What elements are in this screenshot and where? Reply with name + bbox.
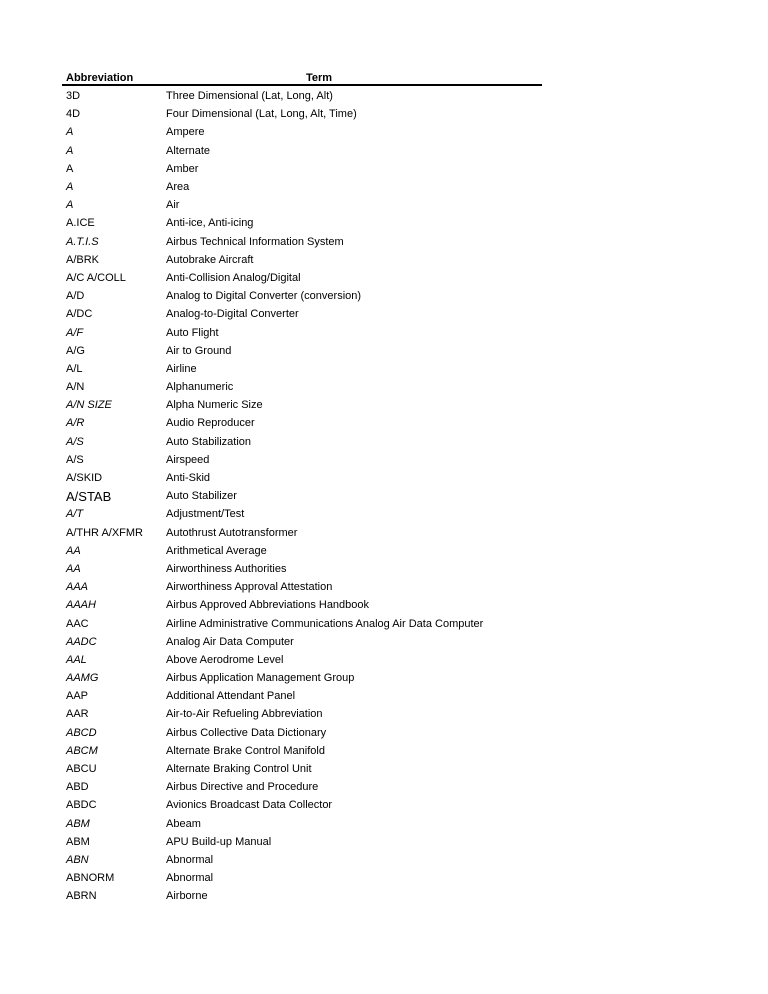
row-term: Abnormal bbox=[166, 853, 214, 866]
row-abbreviation: A/D bbox=[66, 290, 85, 303]
table-row bbox=[62, 323, 542, 341]
row-term: Abnormal bbox=[166, 872, 214, 885]
table-row bbox=[62, 505, 542, 523]
table-row bbox=[62, 524, 542, 542]
row-abbreviation: AAC bbox=[66, 617, 89, 630]
table-row bbox=[62, 796, 542, 814]
table-row bbox=[62, 123, 542, 141]
row-abbreviation: A/SKID bbox=[66, 472, 103, 485]
table-row bbox=[62, 633, 542, 651]
row-term: Airworthiness Authorities bbox=[166, 562, 287, 575]
table-row bbox=[62, 742, 542, 760]
row-abbreviation: A/S bbox=[66, 435, 84, 448]
row-abbreviation: ABNORM bbox=[66, 872, 115, 885]
row-abbreviation: ABM bbox=[66, 835, 90, 848]
row-abbreviation: A.T.I.S bbox=[66, 235, 99, 248]
row-term: Auto Flight bbox=[166, 326, 219, 339]
table-row bbox=[62, 451, 542, 469]
table-row bbox=[62, 342, 542, 360]
row-abbreviation: ABD bbox=[66, 781, 89, 794]
table-row bbox=[62, 178, 542, 196]
row-term: Analog to Digital Converter (conversion) bbox=[166, 290, 362, 303]
row-term: Alternate bbox=[166, 144, 211, 157]
row-term: APU Build-up Manual bbox=[166, 835, 272, 848]
table-row bbox=[62, 196, 542, 214]
row-term: Anti-Skid bbox=[166, 472, 211, 485]
table-row bbox=[62, 851, 542, 869]
row-term: Anti-ice, Anti-icing bbox=[166, 217, 254, 230]
row-term: Air to Ground bbox=[166, 344, 232, 357]
row-abbreviation: A/THR A/XFMR bbox=[66, 526, 144, 539]
table-row bbox=[62, 487, 542, 505]
row-term: Airworthiness Approval Attestation bbox=[166, 581, 333, 594]
table-row bbox=[62, 251, 542, 269]
row-abbreviation: A/G bbox=[66, 344, 85, 357]
row-term: Above Aerodrome Level bbox=[166, 653, 284, 666]
table-row bbox=[62, 360, 542, 378]
row-term: Airspeed bbox=[166, 453, 210, 466]
row-term: Airbus Approved Abbreviations Handbook bbox=[166, 599, 370, 612]
row-abbreviation: ABN bbox=[66, 853, 89, 866]
row-abbreviation: AAMG bbox=[66, 672, 99, 685]
row-abbreviation: AAA bbox=[66, 581, 89, 594]
table-row bbox=[62, 815, 542, 833]
table-row bbox=[62, 560, 542, 578]
table-row bbox=[62, 760, 542, 778]
table-row bbox=[62, 469, 542, 487]
row-abbreviation: AAL bbox=[66, 653, 87, 666]
row-abbreviation: A bbox=[66, 162, 74, 175]
table-row bbox=[62, 887, 542, 905]
row-abbreviation: ABCD bbox=[66, 726, 97, 739]
table-row bbox=[62, 578, 542, 596]
table-row bbox=[62, 724, 542, 742]
row-abbreviation: A bbox=[66, 181, 74, 194]
table-row bbox=[62, 160, 542, 178]
table-row bbox=[62, 105, 542, 123]
table-row bbox=[62, 87, 542, 105]
row-abbreviation: A/STAB bbox=[66, 488, 112, 504]
table-row bbox=[62, 378, 542, 396]
table-row bbox=[62, 214, 542, 232]
row-abbreviation: AAR bbox=[66, 708, 89, 721]
header-term: Term bbox=[305, 72, 333, 84]
table-row bbox=[62, 596, 542, 614]
row-term: Anti-Collision Analog/Digital bbox=[166, 271, 301, 284]
table-row bbox=[62, 833, 542, 851]
row-term: Auto Stabilizer bbox=[166, 490, 237, 503]
row-term: Adjustment/Test bbox=[166, 508, 245, 521]
abbreviation-table bbox=[62, 66, 542, 905]
row-term: Area bbox=[166, 181, 190, 194]
row-term: Air-to-Air Refueling Abbreviation bbox=[166, 708, 323, 721]
table-row bbox=[62, 651, 542, 669]
row-term: Ampere bbox=[166, 126, 205, 139]
row-term: Airbus Technical Information System bbox=[166, 235, 344, 248]
table-row bbox=[62, 778, 542, 796]
row-term: Airbus Collective Data Dictionary bbox=[166, 726, 327, 739]
row-abbreviation: A/S bbox=[66, 453, 84, 466]
row-abbreviation: AAAH bbox=[66, 599, 96, 612]
row-abbreviation: ABM bbox=[66, 817, 90, 830]
row-abbreviation: ABRN bbox=[66, 890, 97, 903]
row-term: Analog-to-Digital Converter bbox=[166, 308, 299, 321]
row-term: Arithmetical Average bbox=[166, 544, 267, 557]
row-term: Four Dimensional (Lat, Long, Alt, Time) bbox=[166, 108, 357, 121]
row-abbreviation: A/L bbox=[66, 362, 83, 375]
row-abbreviation: A/N SIZE bbox=[66, 399, 112, 412]
table-row bbox=[62, 305, 542, 323]
row-term: Abeam bbox=[166, 817, 201, 830]
header-abbreviation: Abbreviation bbox=[66, 72, 134, 84]
row-abbreviation: AA bbox=[66, 562, 81, 575]
row-term: Alternate Brake Control Manifold bbox=[166, 744, 325, 757]
table-row bbox=[62, 687, 542, 705]
row-abbreviation: A bbox=[66, 144, 74, 157]
table-header bbox=[62, 66, 542, 86]
row-term: Alphanumeric bbox=[166, 381, 234, 394]
row-term: Analog Air Data Computer bbox=[166, 635, 294, 648]
row-abbreviation: A/DC bbox=[66, 308, 93, 321]
row-abbreviation: ABCM bbox=[66, 744, 98, 757]
row-term: Additional Attendant Panel bbox=[166, 690, 296, 703]
table-row bbox=[62, 269, 542, 287]
row-abbreviation: A.ICE bbox=[66, 217, 95, 230]
row-term: Airborne bbox=[166, 890, 208, 903]
table-row bbox=[62, 705, 542, 723]
row-term: Alternate Braking Control Unit bbox=[166, 763, 312, 776]
row-abbreviation: AA bbox=[66, 544, 81, 557]
table-row bbox=[62, 433, 542, 451]
row-term: Auto Stabilization bbox=[166, 435, 251, 448]
table-row bbox=[62, 614, 542, 632]
table-body bbox=[62, 87, 542, 905]
row-abbreviation: A bbox=[66, 199, 74, 212]
table-row bbox=[62, 869, 542, 887]
row-term: Airbus Application Management Group bbox=[166, 672, 355, 685]
row-term: Autothrust Autotransformer bbox=[166, 526, 298, 539]
row-abbreviation: AADC bbox=[66, 635, 97, 648]
table-row bbox=[62, 287, 542, 305]
row-term: Airbus Directive and Procedure bbox=[166, 781, 319, 794]
row-abbreviation: ABCU bbox=[66, 763, 97, 776]
row-term: Amber bbox=[166, 162, 199, 175]
row-term: Airline bbox=[166, 362, 197, 375]
row-term: Autobrake Aircraft bbox=[166, 253, 254, 266]
row-abbreviation: A bbox=[66, 126, 74, 139]
row-term: Audio Reproducer bbox=[166, 417, 255, 430]
row-term: Airline Administrative Communications Analog Air Data Computer bbox=[166, 617, 484, 630]
row-abbreviation: 3D bbox=[66, 90, 81, 103]
row-abbreviation: 4D bbox=[66, 108, 81, 121]
row-abbreviation: A/BRK bbox=[66, 253, 100, 266]
row-abbreviation: A/F bbox=[66, 326, 84, 339]
table-row bbox=[62, 233, 542, 251]
row-abbreviation: A/T bbox=[66, 508, 84, 521]
table-row bbox=[62, 542, 542, 560]
row-term: Avionics Broadcast Data Collector bbox=[166, 799, 333, 812]
table-row bbox=[62, 142, 542, 160]
row-abbreviation: A/R bbox=[66, 417, 85, 430]
row-abbreviation: A/N bbox=[66, 381, 85, 394]
table-row bbox=[62, 669, 542, 687]
row-abbreviation: A/C A/COLL bbox=[66, 271, 126, 284]
table-row bbox=[62, 396, 542, 414]
table-row bbox=[62, 414, 542, 432]
row-term: Three Dimensional (Lat, Long, Alt) bbox=[166, 90, 333, 103]
row-abbreviation: ABDC bbox=[66, 799, 97, 812]
row-term: Alpha Numeric Size bbox=[166, 399, 263, 412]
row-term: Air bbox=[166, 199, 180, 212]
row-abbreviation: AAP bbox=[66, 690, 89, 703]
